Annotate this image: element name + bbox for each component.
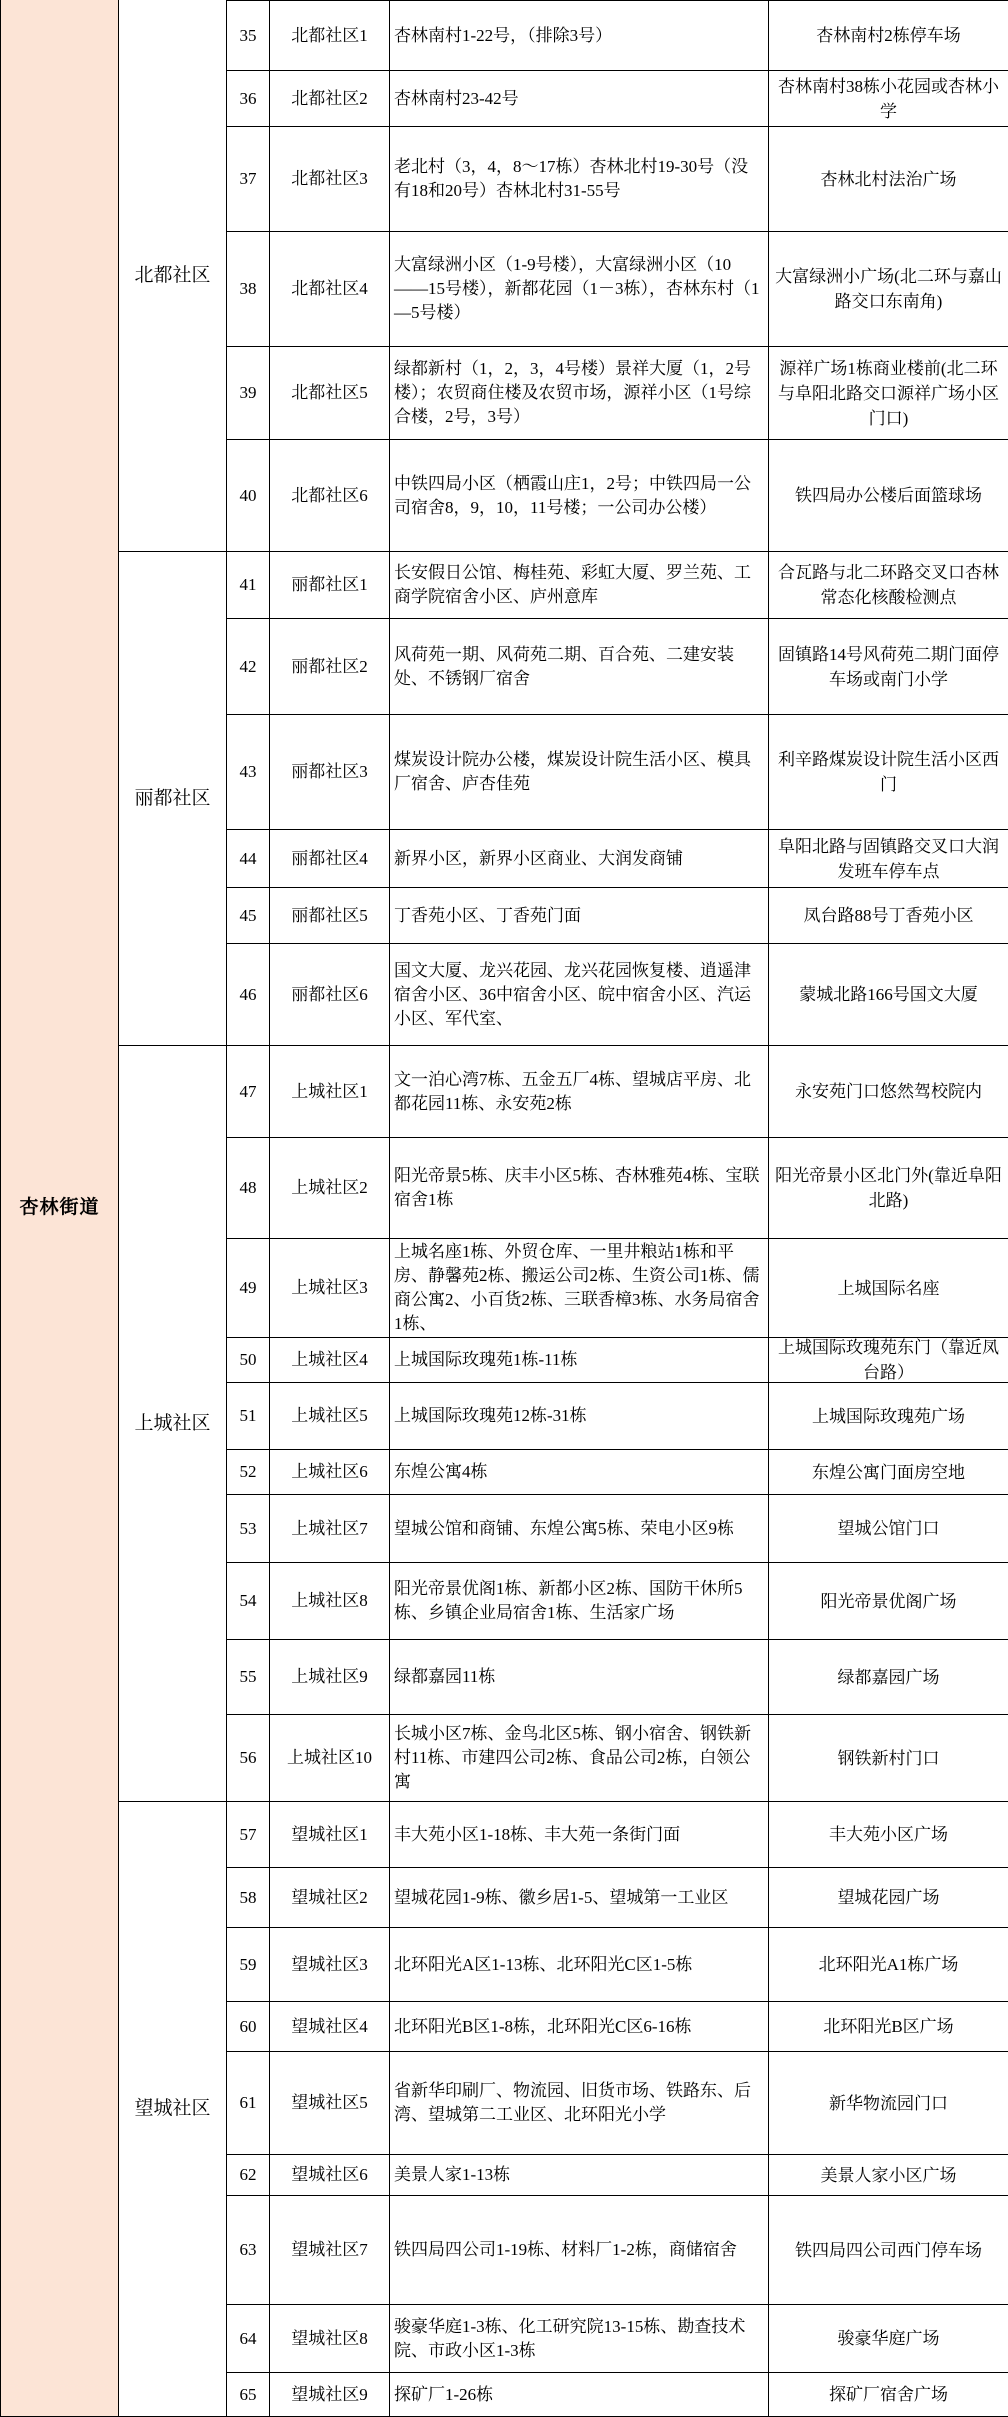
row-index-cell <box>227 715 270 830</box>
scope-cell <box>390 944 769 1046</box>
scope-cell-text: 北环阳光B区1-8栋，北环阳光C区6-16栋 <box>394 2016 692 2036</box>
row-index-cell-text: 46 <box>239 984 257 1004</box>
site-cell-text: 阜阳北路与固镇路交叉口大润发班车停车点 <box>778 836 999 881</box>
row-index-cell <box>227 1640 270 1715</box>
site-cell-text: 利辛路煤炭设计院生活小区西门 <box>778 750 999 794</box>
site-cell-text: 东煌公寓门面房空地 <box>812 1462 965 1482</box>
sub-community-cell <box>270 71 390 127</box>
sub-community-cell <box>270 830 390 888</box>
row-index-cell <box>227 888 270 944</box>
scope-cell <box>390 1715 769 1802</box>
sub-community-cell <box>270 1495 390 1563</box>
row-index-cell-text: 55 <box>239 1667 257 1686</box>
sub-community-cell <box>270 2196 390 2305</box>
site-cell-text: 北环阳光B区广场 <box>823 2017 954 2036</box>
scope-cell <box>390 1928 769 2002</box>
site-cell-text: 杏林南村2栋停车场 <box>816 26 961 45</box>
row-index-cell-text: 37 <box>239 169 257 188</box>
site-cell <box>769 2196 1008 2305</box>
scope-cell-text: 上城名座1栋、外贸仓库、一里井粮站1栋和平房、静馨苑2栋、搬运公司2栋、生资公司1栋、儒商公寓2、小百货2栋、三联香樟3栋、水务局宿舍1栋、 <box>394 1242 760 1333</box>
scope-cell-text: 阳光帝景5栋、庆丰小区5栋、杏林雅苑4栋、宝联宿舍1栋 <box>394 1166 760 1209</box>
site-cell-text: 固镇路14号风荷苑二期门面停车场或南门小学 <box>778 644 999 689</box>
sub-community-cell <box>270 2052 390 2155</box>
site-cell <box>769 2305 1008 2373</box>
sub-community-cell <box>270 552 390 619</box>
site-cell-text: 合瓦路与北二环路交叉口杏林常态化核酸检测点 <box>778 563 999 607</box>
row-index-cell-text: 63 <box>239 2240 257 2259</box>
row-index-cell-text: 61 <box>239 2093 257 2112</box>
site-cell <box>769 0 1008 71</box>
community-group-cell-text: 丽都社区 <box>134 787 211 809</box>
site-cell <box>769 2052 1008 2155</box>
row-index-cell-text: 44 <box>239 848 257 868</box>
sub-community-cell-text: 望城社区9 <box>291 2384 368 2404</box>
scope-cell-text: 长城小区7栋、金鸟北区5栋、钢小宿舍、钢铁新村11栋、市建四公司2栋、食品公司2栋，白领公寓 <box>394 1724 751 1791</box>
scope-cell-text: 文一泊心湾7栋、五金五厂4栋、望城店平房、北都花园11栋、永安苑2栋 <box>394 1069 751 1113</box>
site-cell <box>769 1640 1008 1715</box>
row-index-cell-text: 65 <box>239 2384 257 2404</box>
row-index-cell <box>227 619 270 715</box>
sub-community-cell-text: 上城社区5 <box>291 1406 368 1425</box>
scope-cell-text: 丁香苑小区、丁香苑门面 <box>394 905 581 925</box>
site-cell-text: 新华物流园门口 <box>829 2093 948 2113</box>
scope-cell <box>390 2155 769 2196</box>
row-index-cell <box>227 2052 270 2155</box>
sub-community-cell-text: 丽都社区1 <box>291 575 368 594</box>
row-index-cell <box>227 1868 270 1928</box>
row-index-cell <box>227 1338 270 1383</box>
scope-cell <box>390 0 769 71</box>
sub-community-cell-text: 上城社区10 <box>287 1748 372 1767</box>
row-index-cell-text: 40 <box>239 485 257 505</box>
site-cell-text: 望城花园广场 <box>837 1888 940 1907</box>
community-group-cell <box>119 1046 227 1802</box>
row-index-cell-text: 60 <box>239 2016 257 2036</box>
row-index-cell-text: 62 <box>239 2165 257 2184</box>
scope-cell-text: 老北村（3，4，8～17栋）杏林北村19-30号（没有18和20号）杏林北村31-55号 <box>394 157 749 200</box>
row-index-cell-text: 36 <box>239 88 257 108</box>
site-cell-text: 杏林北村法治广场 <box>820 169 957 189</box>
sub-community-cell-text: 上城社区1 <box>291 1081 368 1101</box>
scope-cell <box>390 1383 769 1450</box>
row-index-cell <box>227 1928 270 2002</box>
row-index-cell-text: 54 <box>239 1591 257 1610</box>
scope-cell-text: 丰大苑小区1-18栋、丰大苑一条街门面 <box>394 1824 681 1844</box>
sub-community-cell <box>270 1868 390 1928</box>
sub-community-cell <box>270 2373 390 2417</box>
scope-cell <box>390 2052 769 2155</box>
scope-cell <box>390 1802 769 1868</box>
sub-community-cell-text: 丽都社区6 <box>291 984 368 1004</box>
row-index-cell-text: 39 <box>239 383 257 402</box>
row-index-cell-text: 58 <box>239 1887 257 1907</box>
sub-community-cell <box>270 1138 390 1239</box>
site-cell-text: 蒙城北路166号国文大厦 <box>799 985 978 1004</box>
scope-cell-text: 上城国际玫瑰苑12栋-31栋 <box>394 1406 587 1425</box>
row-index-cell-text: 52 <box>239 1462 257 1481</box>
scope-cell-text: 阳光帝景优阁1栋、新都小区2栋、国防干休所5栋、乡镇企业局宿舍1栋、生活家广场 <box>394 1579 743 1622</box>
site-cell <box>769 1495 1008 1563</box>
row-index-cell <box>227 552 270 619</box>
scope-cell-text: 美景人家1-13栋 <box>394 2165 511 2184</box>
site-cell <box>769 888 1008 944</box>
row-index-cell <box>227 1563 270 1640</box>
sub-community-cell-text: 北都社区4 <box>291 279 368 298</box>
scope-cell-text: 国文大厦、龙兴花园、龙兴花园恢复楼、逍遥津宿舍小区、36中宿舍小区、皖中宿舍小区、汽运小区、军代室、 <box>394 960 751 1028</box>
site-cell-text: 丰大苑小区广场 <box>829 1825 948 1844</box>
site-cell-text: 探矿厂宿舍广场 <box>829 2385 948 2404</box>
row-index-cell-text: 47 <box>239 1081 257 1101</box>
scope-cell <box>390 1138 769 1239</box>
street-cell <box>0 0 119 2417</box>
sub-community-cell <box>270 1563 390 1640</box>
site-cell <box>769 1383 1008 1450</box>
site-cell <box>769 715 1008 830</box>
sub-community-cell-text: 望城社区4 <box>291 2016 368 2036</box>
sub-community-cell-text: 上城社区2 <box>291 1178 368 1197</box>
sub-community-cell-text: 上城社区6 <box>291 1462 368 1481</box>
site-cell <box>769 2373 1008 2417</box>
site-cell <box>769 440 1008 552</box>
sub-community-cell-text: 北都社区1 <box>291 25 368 45</box>
site-cell-text: 杏林南村38栋小花园或杏林小学 <box>778 76 999 121</box>
site-cell <box>769 1802 1008 1868</box>
community-group-cell-text: 上城社区 <box>134 1412 211 1434</box>
row-index-cell <box>227 440 270 552</box>
scope-cell <box>390 1450 769 1495</box>
row-index-cell <box>227 1046 270 1138</box>
scope-cell <box>390 1868 769 1928</box>
site-cell-text: 阳光帝景优阁广场 <box>820 1591 957 1611</box>
row-index-cell-text: 43 <box>239 762 257 781</box>
row-index-cell <box>227 1450 270 1495</box>
row-index-cell-text: 42 <box>239 656 257 676</box>
row-index-cell <box>227 2305 270 2373</box>
scope-cell <box>390 1239 769 1338</box>
scope-cell <box>390 1046 769 1138</box>
site-cell-text: 永安苑门口悠然驾校院内 <box>795 1082 982 1101</box>
sub-community-cell <box>270 232 390 347</box>
scope-cell <box>390 1563 769 1640</box>
sub-community-cell-text: 北都社区6 <box>291 485 368 505</box>
sub-community-cell <box>270 440 390 552</box>
sub-community-cell-text: 望城社区6 <box>291 2165 368 2184</box>
row-index-cell-text: 57 <box>239 1824 257 1844</box>
row-index-cell-text: 49 <box>239 1278 257 1297</box>
site-cell-text: 美景人家小区广场 <box>820 2165 957 2185</box>
row-index-cell <box>227 1239 270 1338</box>
sub-community-cell-text: 望城社区2 <box>291 1887 368 1907</box>
community-group-cell <box>119 1802 227 2417</box>
site-cell-text: 绿都嘉园广场 <box>837 1667 940 1687</box>
row-index-cell <box>227 232 270 347</box>
scope-cell-text: 煤炭设计院办公楼，煤炭设计院生活小区、模具厂宿舍、庐杏佳苑 <box>394 750 751 793</box>
row-index-cell-text: 56 <box>239 1748 257 1767</box>
sub-community-cell-text: 北都社区2 <box>291 88 368 108</box>
sub-community-cell <box>270 1338 390 1383</box>
site-cell-text: 阳光帝景小区北门外(靠近阜阳北路) <box>775 1166 1002 1210</box>
scope-cell <box>390 2373 769 2417</box>
scope-cell-text: 望城花园1-9栋、徽乡居1-5、望城第一工业区 <box>394 1887 729 1907</box>
row-index-cell <box>227 0 270 71</box>
row-index-cell-text: 45 <box>239 905 257 925</box>
row-index-cell-text: 50 <box>239 1350 257 1369</box>
row-index-cell <box>227 347 270 440</box>
scope-cell-text: 新界小区，新界小区商业、大润发商铺 <box>394 848 683 868</box>
scope-cell <box>390 71 769 127</box>
scope-cell-text: 绿都嘉园11栋 <box>394 1667 496 1686</box>
scope-cell <box>390 2305 769 2373</box>
sub-community-cell-text: 丽都社区4 <box>291 848 368 868</box>
row-index-cell <box>227 944 270 1046</box>
site-cell <box>769 1715 1008 1802</box>
sub-community-cell <box>270 1239 390 1338</box>
sub-community-cell <box>270 715 390 830</box>
scope-cell <box>390 715 769 830</box>
row-index-cell <box>227 2002 270 2052</box>
site-cell <box>769 127 1008 232</box>
sub-community-cell-text: 上城社区4 <box>291 1350 368 1369</box>
site-cell-text: 源祥广场1栋商业楼前(北二环与阜阳北路交口源祥广场小区门口) <box>778 358 999 428</box>
scope-cell <box>390 1338 769 1383</box>
sub-community-cell-text: 望城社区5 <box>291 2093 368 2112</box>
sub-community-cell <box>270 1928 390 2002</box>
sub-community-cell <box>270 127 390 232</box>
site-cell-text: 铁四局四公司西门停车场 <box>795 2240 982 2260</box>
row-index-cell-text: 48 <box>239 1178 257 1197</box>
site-cell <box>769 1563 1008 1640</box>
sub-community-cell-text: 上城社区9 <box>291 1667 368 1686</box>
site-cell-text: 大富绿洲小广场(北二环与嘉山路交口东南角) <box>775 267 1002 311</box>
site-cell <box>769 2155 1008 2196</box>
scope-cell <box>390 888 769 944</box>
sub-community-cell-text: 望城社区7 <box>291 2240 368 2259</box>
scope-cell-text: 骏豪华庭1-3栋、化工研究院13-15栋、勘查技术院、市政小区1-3栋 <box>394 2316 746 2360</box>
site-cell-text: 铁四局办公楼后面篮球场 <box>795 486 982 505</box>
scope-cell <box>390 232 769 347</box>
row-index-cell <box>227 830 270 888</box>
sub-community-cell <box>270 1802 390 1868</box>
sub-community-cell <box>270 888 390 944</box>
row-index-cell-text: 53 <box>239 1518 257 1538</box>
row-index-cell <box>227 127 270 232</box>
sub-community-cell-text: 上城社区8 <box>291 1591 368 1610</box>
scope-cell <box>390 440 769 552</box>
community-group-cell-text: 望城社区 <box>134 2098 211 2119</box>
row-index-cell <box>227 2196 270 2305</box>
scope-cell-text: 铁四局四公司1-19栋、材料厂1-2栋，商储宿舍 <box>394 2240 737 2259</box>
site-cell <box>769 1239 1008 1338</box>
sub-community-cell-text: 望城社区1 <box>291 1824 368 1844</box>
site-cell-text: 凤台路88号丁香苑小区 <box>803 906 974 925</box>
sub-community-cell <box>270 1046 390 1138</box>
scope-cell-text: 探矿厂1-26栋 <box>394 2384 494 2404</box>
sub-community-cell <box>270 2305 390 2373</box>
site-cell <box>769 1868 1008 1928</box>
sub-community-cell <box>270 1383 390 1450</box>
sub-community-cell <box>270 2155 390 2196</box>
scope-cell-text: 杏林南村1-22号，（排除3号） <box>394 25 613 45</box>
site-cell <box>769 1928 1008 2002</box>
site-cell <box>769 1046 1008 1138</box>
row-index-cell <box>227 1715 270 1802</box>
sub-community-cell <box>270 1715 390 1802</box>
site-cell-text: 望城公馆门口 <box>837 1519 940 1538</box>
scope-cell <box>390 1640 769 1715</box>
site-cell <box>769 1138 1008 1239</box>
scope-cell-text: 上城国际玫瑰苑1栋-11栋 <box>394 1350 578 1369</box>
site-cell <box>769 2002 1008 2052</box>
site-cell <box>769 619 1008 715</box>
sub-community-cell-text: 上城社区7 <box>291 1518 368 1538</box>
site-cell <box>769 232 1008 347</box>
scope-cell <box>390 619 769 715</box>
site-cell-text: 上城国际玫瑰苑广场 <box>812 1406 965 1426</box>
sub-community-cell <box>270 944 390 1046</box>
row-index-cell-text: 64 <box>239 2328 257 2348</box>
row-index-cell <box>227 2155 270 2196</box>
sub-community-cell <box>270 619 390 715</box>
site-cell <box>769 347 1008 440</box>
scope-cell <box>390 552 769 619</box>
site-cell-text: 骏豪华庭广场 <box>837 2329 940 2348</box>
site-cell <box>769 944 1008 1046</box>
sub-community-cell <box>270 1450 390 1495</box>
site-cell <box>769 1338 1008 1383</box>
row-index-cell-text: 59 <box>239 1954 257 1974</box>
sub-community-cell-text: 丽都社区2 <box>291 656 368 676</box>
site-cell-text: 钢铁新村门口 <box>837 1748 940 1768</box>
site-cell-text: 上城国际玫瑰苑东门（靠近凤台路） <box>778 1338 999 1382</box>
scope-cell <box>390 127 769 232</box>
sub-community-cell-text: 上城社区3 <box>291 1278 368 1297</box>
scope-cell-text: 北环阳光A区1-13栋、北环阳光C区1-5栋 <box>394 1954 693 1974</box>
sub-community-cell <box>270 347 390 440</box>
site-cell <box>769 830 1008 888</box>
sub-community-cell-text: 丽都社区3 <box>291 762 368 781</box>
scope-cell-text: 望城公馆和商铺、东煌公寓5栋、荣电小区9栋 <box>394 1518 734 1538</box>
sub-community-cell-text: 北都社区5 <box>291 383 368 402</box>
site-cell <box>769 71 1008 127</box>
sub-community-cell-text: 北都社区3 <box>291 169 368 188</box>
sub-community-cell <box>270 1640 390 1715</box>
scope-cell-text: 绿都新村（1，2，3，4号楼）景祥大厦（1，2号楼）；农贸商住楼及农贸市场，源祥小区（1号综合楼，2号，3号） <box>394 359 751 426</box>
row-index-cell-text: 51 <box>239 1406 257 1425</box>
sub-community-cell-text: 望城社区3 <box>291 1954 368 1974</box>
community-group-cell <box>119 552 227 1046</box>
row-index-cell-text: 41 <box>239 575 257 594</box>
scope-cell-text: 中铁四局小区（栖霞山庄1，2号；中铁四局一公司宿舍8，9，10，11号楼；一公司办公楼） <box>394 473 751 517</box>
site-cell <box>769 1450 1008 1495</box>
scope-cell <box>390 2196 769 2305</box>
row-index-cell-text: 38 <box>239 279 257 298</box>
row-index-cell <box>227 1495 270 1563</box>
scope-cell-text: 省新华印刷厂、物流园、旧货市场、铁路东、后湾、望城第二工业区、北环阳光小学 <box>394 2081 751 2124</box>
scope-cell-text: 长安假日公馆、梅桂苑、彩虹大厦、罗兰苑、工商学院宿舍小区、庐州意库 <box>394 563 751 606</box>
row-index-cell <box>227 1138 270 1239</box>
street-cell-text: 杏林街道 <box>19 1197 100 1218</box>
sub-community-cell-text: 望城社区8 <box>291 2328 368 2348</box>
row-index-cell <box>227 1383 270 1450</box>
scope-cell-text: 东煌公寓4栋 <box>394 1462 488 1481</box>
scope-cell-text: 风荷苑一期、风荷苑二期、百合苑、二建安装处、不锈钢厂宿舍 <box>394 644 734 688</box>
scope-cell <box>390 2002 769 2052</box>
sub-community-cell <box>270 2002 390 2052</box>
scope-cell <box>390 347 769 440</box>
site-cell <box>769 552 1008 619</box>
row-index-cell-text: 35 <box>239 25 257 45</box>
community-group-cell <box>119 0 227 552</box>
site-cell-text: 北环阳光A1栋广场 <box>818 1955 959 1974</box>
row-index-cell <box>227 2373 270 2417</box>
row-index-cell <box>227 1802 270 1868</box>
site-cell-text: 上城国际名座 <box>837 1278 940 1298</box>
sub-community-cell <box>270 0 390 71</box>
scope-cell-text: 杏林南村23-42号 <box>394 88 519 108</box>
community-group-cell-text: 北都社区 <box>134 264 211 286</box>
row-index-cell <box>227 71 270 127</box>
scope-cell <box>390 830 769 888</box>
scope-cell <box>390 1495 769 1563</box>
scope-cell-text: 大富绿洲小区（1-9号楼），大富绿洲小区（10——15号楼），新都花园（1－3栋），杏林东村（1—5号楼） <box>394 255 760 322</box>
sub-community-cell-text: 丽都社区5 <box>291 905 368 925</box>
